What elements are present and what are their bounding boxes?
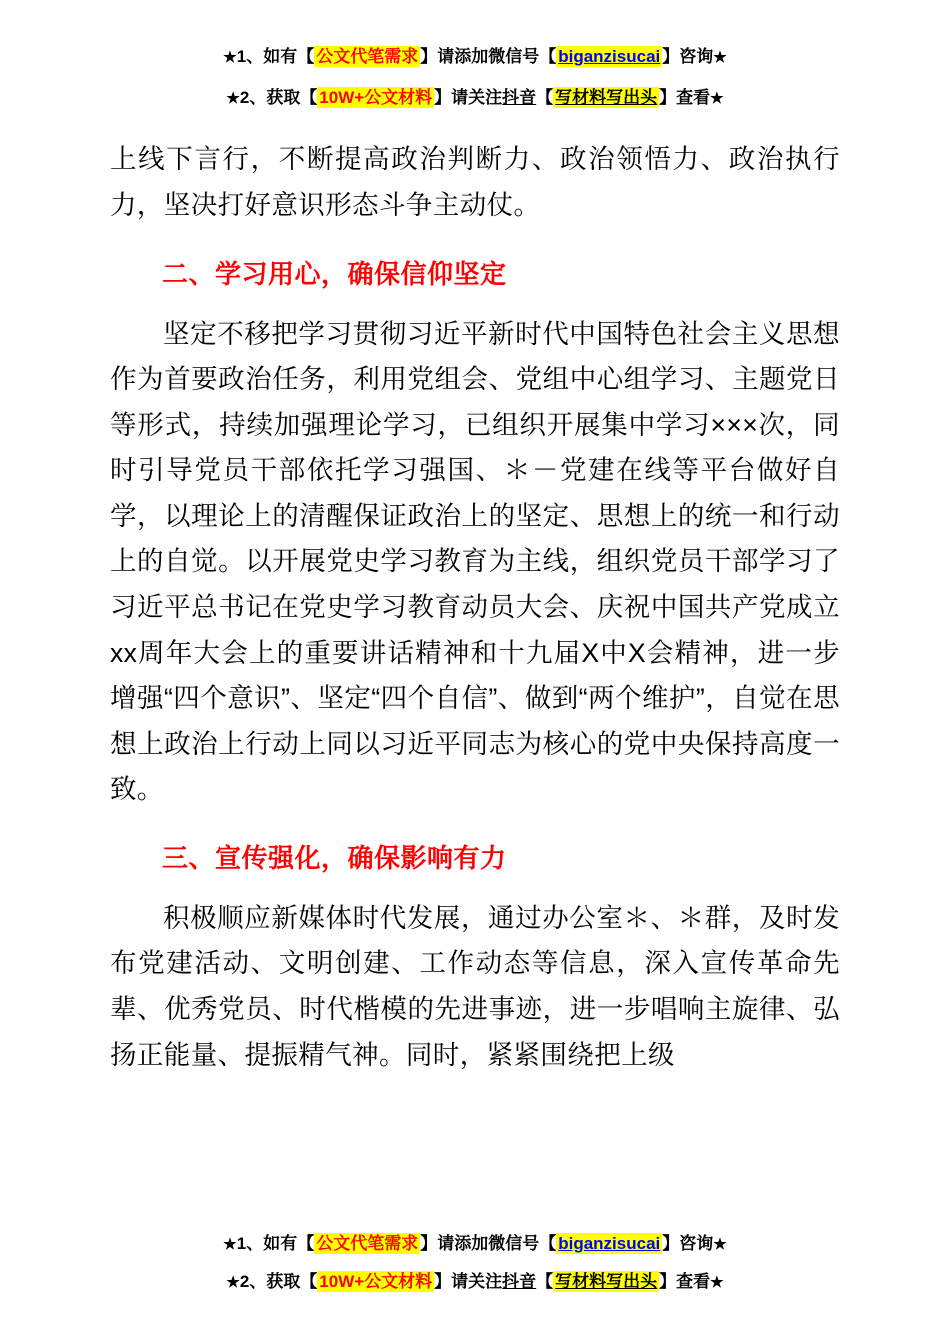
- promo-bot1-seq: 1、: [236, 1233, 264, 1253]
- promo-bot1-bracket-b-close: 】: [662, 1233, 680, 1253]
- promo-bot2-seq: 2、: [239, 1272, 267, 1292]
- promo-bot1-bracket-a-open: 【: [297, 1233, 315, 1253]
- promo-bot2-text-b2: 抖音: [502, 1272, 537, 1292]
- promo-top2-seq: 2、: [239, 87, 267, 107]
- promo-top1-highlight-a: 公文代笔需求: [316, 47, 419, 66]
- promo-bot1-text-c: 咨询: [679, 1233, 714, 1253]
- promo-top2-douyin-account[interactable]: 写材料写出头: [555, 87, 658, 107]
- star-icon-right: ★: [710, 1274, 724, 1292]
- promo-top1-bracket-a-close: 】: [420, 47, 438, 66]
- promo-banner-top-line-2: [110, 89, 840, 108]
- promo-bot2-highlight-a: 10W+公文材料: [319, 1272, 433, 1292]
- section-two-paragraph: 坚定不移把学习贯彻习近平新时代中国特色社会主义思想作为首要政治任务，利用党组会、党组中心组学习、主题党日等形式，持续加强理论学习，已组织开展集中学习×××次，同时引导党员干部依托学习强国、＊－党建在线等平台做好自学，以理论上的清醒保证政治上的坚定、思想上的统一和行动上的自觉。以开展党史学习教育为主线，组织党员干部学习了习近平总书记在党史学习教育动员大会、庆祝中国共产党成立xx周年大会上的重要讲话精神和十九届X中X会精神，进一步增强“四个意识”、坚定“四个自信”、做到“两个维护”，自觉在思想上政治上行动上同以习近平同志为核心的党中央保持高度一致。: [110, 318, 840, 805]
- document-body: [110, 137, 840, 1078]
- promo-top1-text-a: 如有: [263, 47, 298, 66]
- promo-bot1-wechat-id[interactable]: biganzisucai: [558, 1233, 661, 1253]
- promo-banner-bottom-line-1: [110, 1235, 840, 1254]
- promo-bot1-text-a: 如有: [263, 1233, 298, 1253]
- promo-top1-text-c: 咨询: [679, 47, 714, 66]
- promo-banner-bottom-line-2: [110, 1273, 840, 1292]
- promo-bot2-text-c: 查看: [676, 1272, 711, 1292]
- section-three-paragraph: 积极顺应新媒体时代发展，通过办公室＊、＊群，及时发布党建活动、文明创建、工作动态等信息，深入宣传革命先辈、优秀党员、时代楷模的先进事迹，进一步唱响主旋律、弘扬正能量、提振精气神。同时，紧紧围绕把上级: [110, 902, 840, 1070]
- star-icon-left: ★: [226, 1274, 240, 1292]
- section-heading-three: 三、宣传强化，确保影响有力: [162, 842, 507, 873]
- promo-top2-highlight-a: 10W+公文材料: [319, 87, 433, 107]
- promo-top1-seq: 1、: [236, 47, 264, 66]
- promo-top2-text-a: 获取: [266, 87, 301, 107]
- promo-top1-wechat-id[interactable]: biganzisucai: [558, 47, 661, 66]
- promo-bot2-text-b: 请关注: [451, 1272, 503, 1292]
- star-icon-right: ★: [710, 89, 724, 107]
- paragraph-continuation: 上线下言行，不断提高政治判断力、政治领悟力、政治执行力，坚决打好意识形态斗争主动仗。: [110, 144, 840, 220]
- promo-bot1-text-b: 请添加微信号: [437, 1233, 540, 1253]
- promo-bot2-bracket-b-open: 【: [536, 1272, 554, 1292]
- promo-bot2-bracket-b-close: 】: [659, 1272, 677, 1292]
- promo-top1-text-b: 请添加微信号: [437, 47, 540, 66]
- promo-top1-bracket-b-open: 【: [539, 47, 557, 66]
- promo-top2-bracket-b-open: 【: [536, 87, 554, 107]
- promo-bot2-text-a: 获取: [266, 1272, 301, 1292]
- promo-banner-top-line-1: [110, 48, 840, 67]
- promo-banner-bottom: [110, 1235, 840, 1292]
- star-icon-left: ★: [226, 89, 240, 107]
- promo-top2-bracket-a-open: 【: [300, 87, 318, 107]
- promo-bot1-bracket-b-open: 【: [539, 1233, 557, 1253]
- promo-top1-bracket-b-close: 】: [662, 47, 680, 66]
- section-heading-two: 二、学习用心，确保信仰坚定: [162, 258, 507, 289]
- promo-bot2-bracket-a-open: 【: [300, 1272, 318, 1292]
- star-icon-right: ★: [713, 1235, 727, 1253]
- star-icon-right: ★: [713, 49, 727, 66]
- promo-bot2-bracket-a-close: 】: [434, 1272, 452, 1292]
- promo-top1-bracket-a-open: 【: [297, 47, 315, 66]
- promo-top2-text-b2: 抖音: [502, 87, 537, 107]
- promo-bot1-highlight-a: 公文代笔需求: [316, 1233, 419, 1253]
- star-icon-left: ★: [223, 1235, 237, 1253]
- promo-bot2-douyin-account[interactable]: 写材料写出头: [555, 1272, 658, 1292]
- promo-bot1-bracket-a-close: 】: [420, 1233, 438, 1253]
- star-icon-left: ★: [223, 49, 237, 66]
- promo-top2-bracket-b-close: 】: [659, 87, 677, 107]
- promo-top2-text-c: 查看: [676, 87, 711, 107]
- promo-top2-text-b: 请关注: [451, 87, 503, 107]
- promo-top2-bracket-a-close: 】: [434, 87, 452, 107]
